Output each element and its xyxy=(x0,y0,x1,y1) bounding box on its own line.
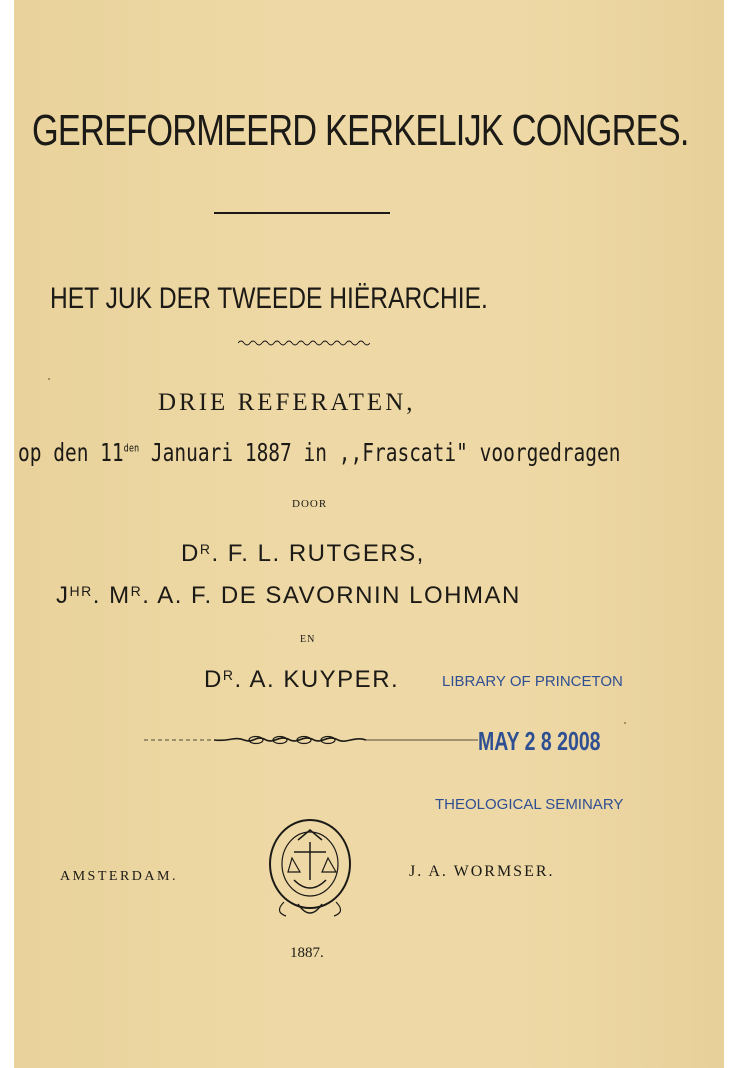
publisher-seal-icon xyxy=(264,816,356,926)
occasion-prefix: op den 11 xyxy=(18,438,124,467)
author2-sup2: R xyxy=(130,583,143,599)
wavy-ornament xyxy=(238,338,370,348)
door-label: DOOR xyxy=(292,498,328,510)
author2-prefix: J xyxy=(56,582,70,609)
occasion-line xyxy=(18,438,621,467)
drie-referaten-heading: DRIE REFERATEN, xyxy=(158,389,416,416)
occasion-suffix: Januari 1887 in ,,Frascati" voorgedragen xyxy=(139,438,621,467)
author3-sup: R xyxy=(222,667,235,683)
author2-mid: . M xyxy=(92,582,131,609)
en-label: EN xyxy=(300,634,316,645)
title-page xyxy=(14,0,724,1068)
author1-sup: R xyxy=(199,541,212,557)
author1-prefix: D xyxy=(181,540,200,567)
author3-prefix: D xyxy=(204,666,223,693)
occasion-sup: den xyxy=(123,441,140,455)
author-rutgers xyxy=(181,540,425,568)
author3-name: . A. KUYPER. xyxy=(234,666,400,693)
author-kuyper xyxy=(204,666,399,694)
paper-speck xyxy=(48,378,50,380)
scroll-ornament xyxy=(144,728,484,752)
subtitle: HET JUK DER TWEEDE HIËRARCHIE. xyxy=(50,282,488,315)
publication-year: 1887. xyxy=(290,945,324,961)
library-stamp-date: MAY 2 8 2008 xyxy=(478,726,601,756)
publication-place: AMSTERDAM. xyxy=(60,869,178,884)
library-stamp-line2: THEOLOGICAL SEMINARY xyxy=(435,796,624,813)
paper-speck xyxy=(624,722,626,724)
publisher-name: J. A. WORMSER. xyxy=(409,863,555,880)
author-lohman xyxy=(56,582,521,610)
author2-sup1: HR xyxy=(69,583,93,599)
title-divider xyxy=(214,212,390,214)
library-stamp-line1: LIBRARY OF PRINCETON xyxy=(442,673,623,690)
author2-name: . A. F. DE SAVORNIN LOHMAN xyxy=(142,582,521,609)
main-title: GEREFORMEERD KERKELIJK CONGRES. xyxy=(32,106,689,155)
author1-name: . F. L. RUTGERS, xyxy=(211,540,425,567)
